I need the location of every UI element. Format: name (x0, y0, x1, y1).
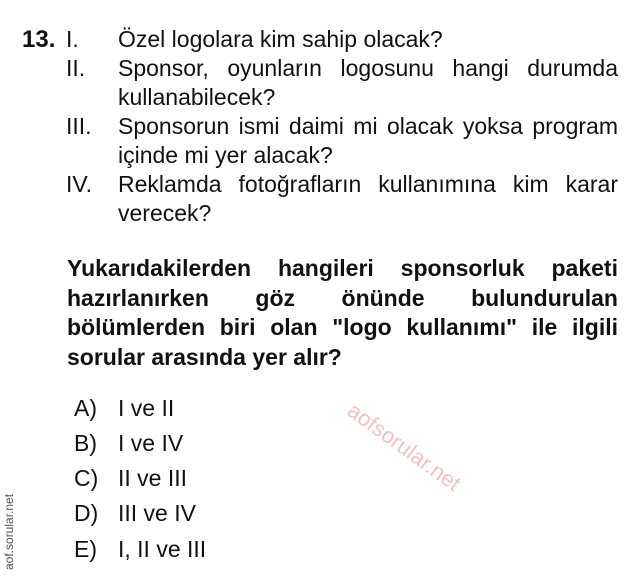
statement-4-number: IV. (66, 171, 93, 197)
option-c-letter: C) (74, 465, 99, 491)
option-c-text: II ve III (118, 465, 188, 491)
statement-1-number: I. (66, 26, 79, 52)
statement-2-text: Sponsor, oyunların logosunu hangi durumda kullanabilecek? (118, 55, 618, 110)
option-e-text: I, II ve III (118, 536, 207, 562)
question-stem: Yukarıdakilerden hangileri sponsorluk paketi hazırlanırken göz önünde bulundurulan bölümlerden biri olan "logo kullanımı" ile ilgili sorular arasında yer alır? (67, 255, 618, 370)
diagonal-watermark: aofsorular.net (342, 397, 466, 497)
option-b-letter: B) (74, 430, 97, 456)
statement-1-text: Özel logolara kim sahip olacak? (118, 26, 443, 52)
side-watermark: aof.sorular.net (2, 493, 16, 570)
statement-4-text: Reklamda fotoğrafların kullanımına kim karar verecek? (118, 171, 618, 226)
question-number: 13. (22, 26, 56, 53)
option-d-letter: D) (74, 500, 99, 526)
statement-3-text: Sponsorun ismi daimi mi olacak yoksa program içinde mi yer alacak? (118, 113, 618, 168)
statement-2-number: II. (66, 55, 86, 81)
option-a-text: I ve II (118, 395, 175, 421)
option-b-text: I ve IV (118, 430, 184, 456)
option-e-letter: E) (74, 536, 97, 562)
option-a-letter: A) (74, 395, 97, 421)
statement-3-number: III. (66, 113, 92, 139)
option-d-text: III ve IV (118, 500, 196, 526)
